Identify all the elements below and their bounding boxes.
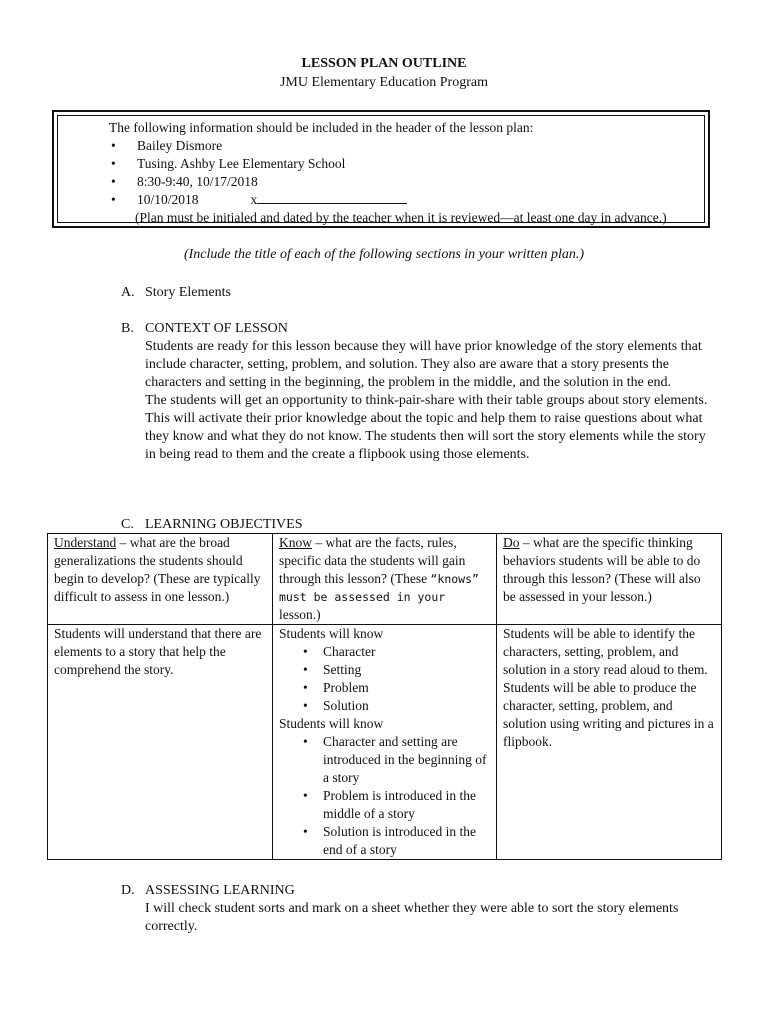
do-paragraph-2: Students will be able to produce the character, setting, problem, and solution using writing and pictures in a flipbook. xyxy=(503,680,714,749)
list-item: • Setting xyxy=(279,661,490,679)
section-c-letter: C. xyxy=(121,517,134,532)
section-a xyxy=(121,284,711,302)
do-description: – what are the specific thinking behaviors students will be able to do through this lesson? (These will also be assessed in your lesson.) xyxy=(503,535,701,604)
section-c-title: LEARNING OBJECTIVES xyxy=(145,517,303,532)
header-info-intro: The following information should be included in the header of the lesson plan: xyxy=(109,120,534,135)
objectives-content-row xyxy=(48,625,722,860)
list-item: • Solution xyxy=(279,697,490,715)
header-item-name: • Bailey Dismore xyxy=(109,137,667,155)
section-a-heading xyxy=(121,284,711,302)
list-item: • Problem is introduced in the middle of a story xyxy=(279,787,490,823)
do-paragraph-1: Students will be able to identify the characters, setting, problem, and solution in a story read aloud to them. xyxy=(503,626,708,677)
do-content-cell xyxy=(497,625,722,860)
list-item: • Problem xyxy=(279,679,490,697)
know-header-cell xyxy=(273,534,497,625)
document-title: LESSON PLAN OUTLINE xyxy=(301,56,467,71)
do-term: Do xyxy=(503,535,520,550)
learning-objectives-table xyxy=(47,533,722,860)
section-d-title: ASSESSING LEARNING xyxy=(145,883,295,898)
objectives-header-row xyxy=(48,534,722,625)
review-date: 10/10/2018 xyxy=(137,192,199,207)
know-description: – what are the facts, rules, specific data the students will gain through this lesson? (These xyxy=(279,535,466,586)
know-lead-1: Students will know xyxy=(279,626,384,641)
know-list-2 xyxy=(279,733,490,859)
know-description-end: lesson.) xyxy=(279,607,321,622)
section-a-title: Story Elements xyxy=(145,285,231,300)
section-a-letter: A. xyxy=(121,285,135,300)
section-d-letter: D. xyxy=(121,883,135,898)
understand-header-cell xyxy=(48,534,273,625)
header-info-note: (Plan must be initialed and dated by the teacher when it is reviewed—at least one day in advance.) xyxy=(135,210,667,225)
know-lead-2: Students will know xyxy=(279,716,384,731)
header-item-review xyxy=(109,191,667,209)
know-term: Know xyxy=(279,535,312,550)
initial-mark: x xyxy=(250,192,258,207)
know-content-cell xyxy=(273,625,497,860)
understand-term: Understand xyxy=(54,535,117,550)
section-b-paragraph-2: The students will get an opportunity to think-pair-share with their table groups about story elements. This will activate their prior knowledge about the topic and help them to raise questions about what they know and what they do not know. The students then will sort the story elements while the story in being read to them and the create a flipbook using those elements. xyxy=(145,393,708,462)
section-c-heading xyxy=(121,516,711,534)
document-subtitle: JMU Elementary Education Program xyxy=(279,75,488,90)
section-b-letter: B. xyxy=(121,321,134,336)
section-b xyxy=(121,320,711,464)
section-d-heading xyxy=(121,882,711,900)
sections-instruction: (Include the title of each of the following sections in your written plan.) xyxy=(183,247,585,262)
header-item-school: • Tusing. Ashby Lee Elementary School xyxy=(109,155,667,173)
list-item: • Solution is introduced in the end of a story xyxy=(279,823,490,859)
know-list-1 xyxy=(279,643,490,715)
understand-content-cell: Students will understand that there are elements to a story that help the comprehend the story. xyxy=(48,625,273,860)
section-b-title: CONTEXT OF LESSON xyxy=(145,321,288,336)
understand-description: – what are the broad generalizations the students should begin to develop? (These are typically difficult to assess in one lesson.) xyxy=(54,535,261,604)
section-d xyxy=(121,882,711,936)
header-item-time-date: • 8:30-9:40, 10/17/2018 xyxy=(109,173,667,191)
header-info-list xyxy=(109,137,667,209)
header-info-box xyxy=(52,110,710,228)
know-quote: “knows” must be assessed in your xyxy=(279,572,479,604)
do-header-cell xyxy=(497,534,722,625)
initial-signature-line xyxy=(257,191,407,204)
list-item: • Character and setting are introduced in the beginning of a story xyxy=(279,733,490,787)
section-b-heading xyxy=(121,320,711,338)
section-d-paragraph-1: I will check student sorts and mark on a sheet whether they were able to sort the story elements correctly. xyxy=(145,901,679,934)
section-c xyxy=(121,516,711,534)
section-b-paragraph-1: Students are ready for this lesson because they will have prior knowledge of the story elements that include character, setting, problem, and solution. They also are aware that a story presents the characters and setting in the beginning, the problem in the middle, and the solution in the end. xyxy=(145,339,702,390)
header-info-content xyxy=(109,119,667,227)
list-item: • Character xyxy=(279,643,490,661)
